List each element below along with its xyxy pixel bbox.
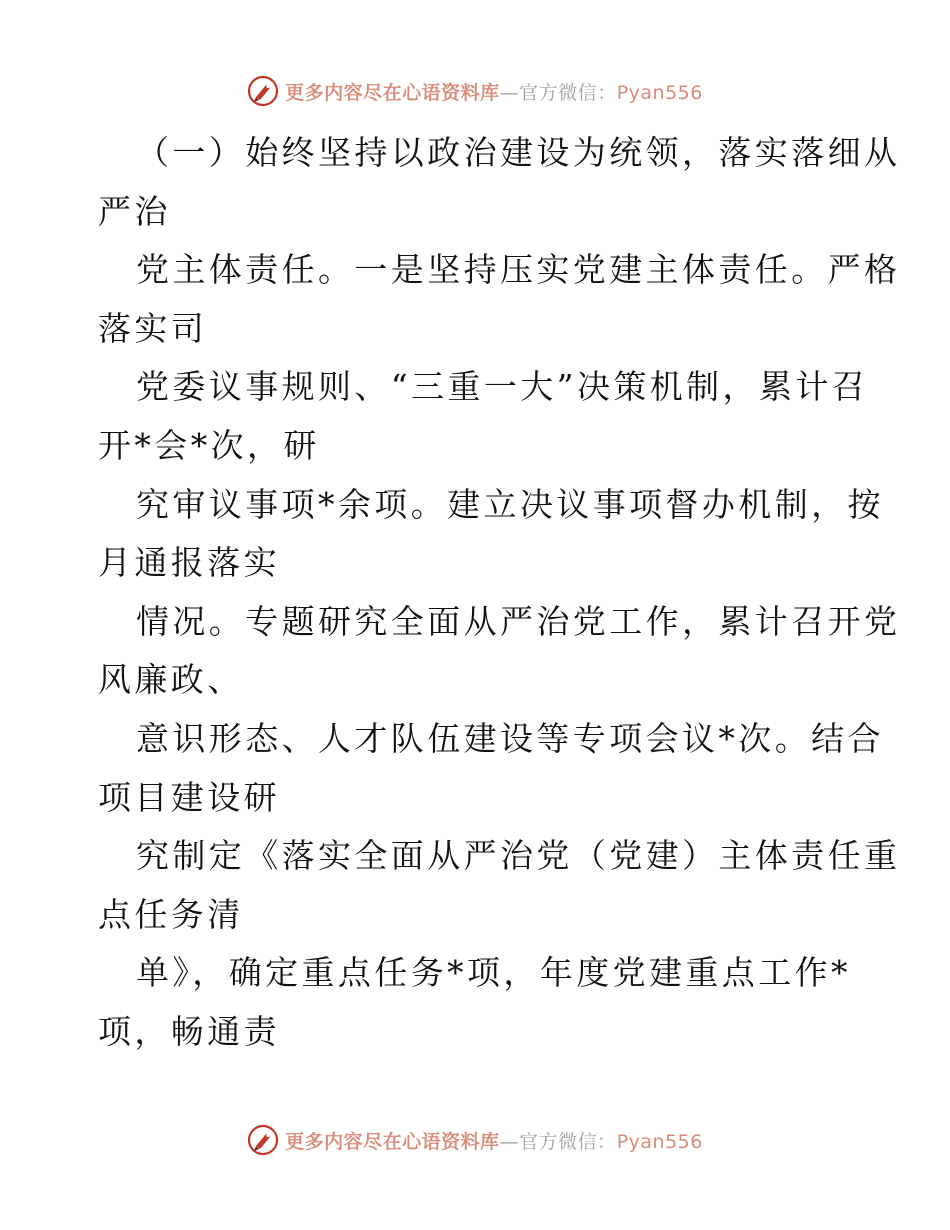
fountain-pen-seal-icon [247,75,279,107]
body-line: 究制定《落实全面从严治党（党建）主体责任重 [136,836,901,876]
watermark-separator: — [499,81,520,104]
body-line: 月通报落实 [98,543,280,583]
fountain-pen-seal-icon [247,1124,279,1156]
body-line: 落实司 [98,308,208,348]
watermark-contact-label: 官方微信： [519,1130,617,1153]
body-line: 党委议事规则、“三重一大”决策机制，累计召 [136,367,869,407]
body-line: 单》，确定重点任务*项，年度党建重点工作* [136,953,851,993]
body-line: 党主体责任。一是坚持压实党建主体责任。严格 [136,250,901,290]
body-line: 项，畅通责 [98,1011,280,1051]
body-line: 风廉政、 [98,660,244,700]
footer-watermark [0,1120,950,1160]
body-line: 情况。专题研究全面从严治党工作，累计召开党 [136,601,901,641]
watermark-brand: 更多内容尽在心语资料库 [285,81,500,104]
header-watermark [0,71,950,111]
body-line: 开*会*次，研 [98,425,320,465]
body-line: 严治 [98,191,171,231]
body-line: （一）始终坚持以政治建设为统领，落实落细从 [136,133,901,172]
watermark-brand: 更多内容尽在心语资料库 [285,1130,500,1153]
body-line: 项目建设研 [98,777,280,817]
watermark-separator: — [499,1130,520,1153]
body-line: 意识形态、人才队伍建设等专项会议*次。结合 [136,718,884,758]
document-body [98,124,901,1062]
watermark-contact-label: 官方微信： [519,81,617,104]
body-line: 点任务清 [98,894,244,934]
watermark-contact-id: Pyan556 [616,1130,703,1153]
body-line: 究审议事项*余项。建立决议事项督办机制，按 [136,484,884,524]
watermark-contact-id: Pyan556 [616,81,703,104]
